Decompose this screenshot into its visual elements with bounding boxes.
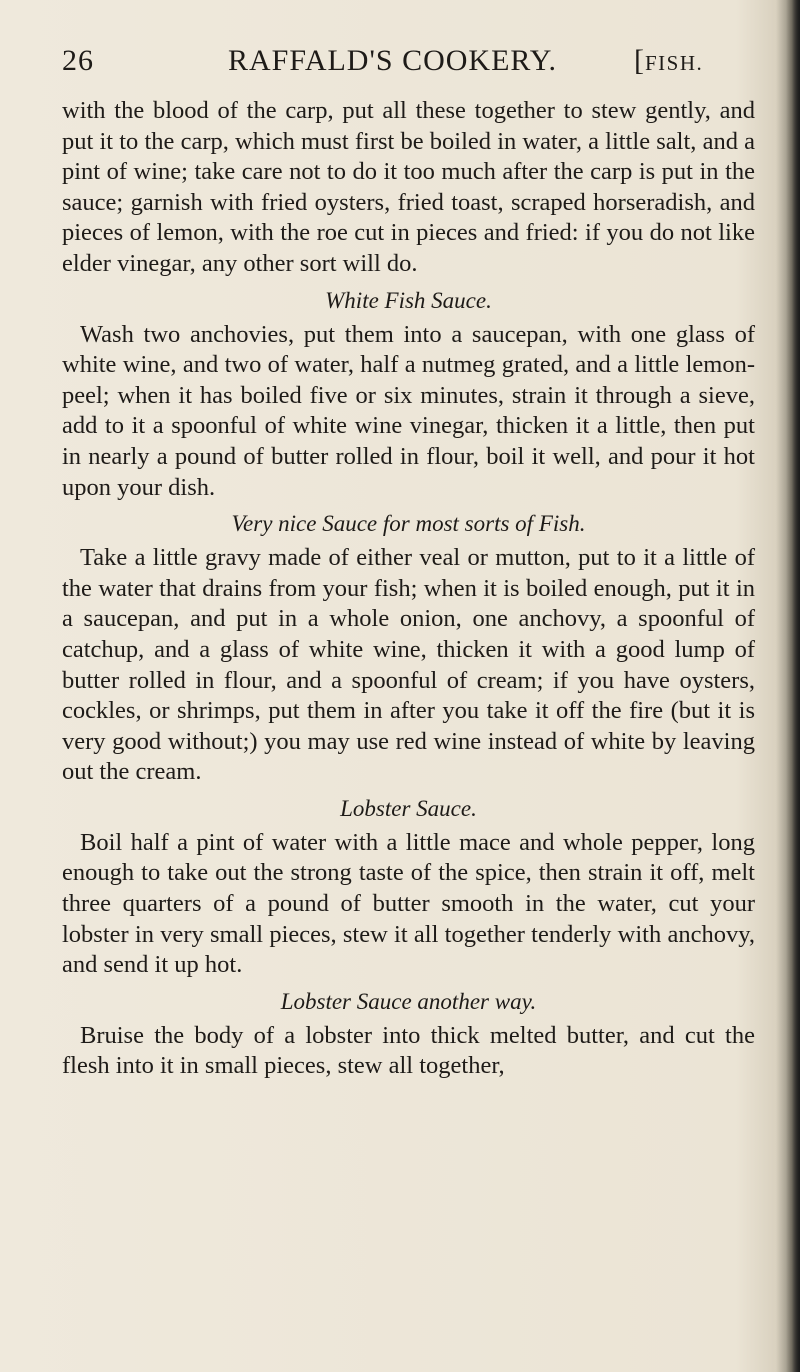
page-edge-shadow — [786, 0, 800, 1372]
paragraph-white-fish-sauce: Wash two anchovies, put them into a saucepan, with one glass of white wine, and two of water, half a nutmeg grated, and a little lemon-peel; when it has boiled five or six minutes, strain it through a sieve, add to it a spoonful of white wine vinegar, thicken it a little, then put in nearly a pound of butter rolled in flour, boil it well, and pour it hot upon your dish. — [62, 320, 755, 501]
heading-very-nice-sauce: Very nice Sauce for most sorts of Fish. — [231, 511, 586, 537]
heading-white-fish-sauce: White Fish Sauce. — [325, 287, 492, 313]
section-label — [634, 46, 703, 76]
page-number: 26 — [62, 44, 94, 77]
paragraph-lobster-sauce: Boil half a pint of water with a little mace and whole pepper, long enough to take out the strong taste of the spice, then strain it off, melt three quarters of a pound of butter smooth in the water, cut your lobster in very small pieces, stew it all together tenderly with anchovy, and send it up hot. — [62, 828, 755, 979]
section-bracket: [ — [634, 44, 645, 77]
heading-lobster-sauce: Lobster Sauce. — [340, 795, 477, 821]
book-title: RAFFALD'S COOKERY. — [228, 44, 558, 77]
section-name: FISH. — [645, 51, 704, 75]
body-text — [62, 96, 755, 1082]
paragraph-carp-continued: with the blood of the carp, put all these together to stew gently, and put it to the carp, which must first be boiled in water, a little salt, and a pint of wine; take care not to do it too much after the carp is put in the sauce; garnish with fried oysters, fried toast, scraped horseradish, and pieces of lemon, with the roe cut in pieces and fried: if you do not like elder vinegar, any other sort will do. — [62, 97, 755, 277]
paragraph-lobster-sauce-another-way: Bruise the body of a lobster into thick melted butter, and cut the flesh into it in small pieces, stew all together, — [62, 1021, 755, 1080]
paragraph-very-nice-sauce: Take a little gravy made of either veal or mutton, put to it a little of the water that drains from your fish; when it is boiled enough, put it in a saucepan, and put in a whole onion, one anchovy, a spoonful of catchup, and a glass of white wine, thicken it with a good lump of butter rolled in flour, and a spoonful of cream; if you have oysters, cockles, or shrimps, put them in after you take it off the fire (but it is very good without;) you may use red wine instead of white by leaving out the cream. — [62, 544, 755, 786]
heading-lobster-sauce-another-way: Lobster Sauce another way. — [280, 988, 537, 1014]
